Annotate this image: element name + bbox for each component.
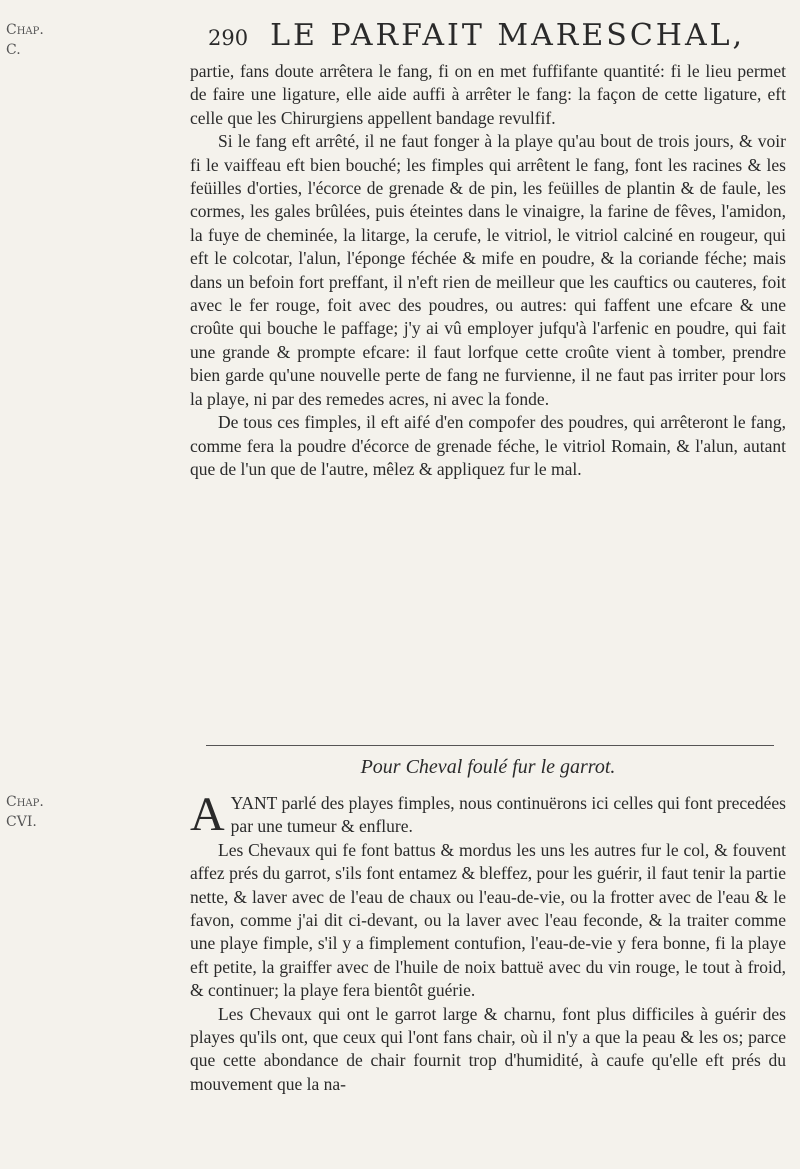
first-paragraph bbox=[190, 788, 786, 841]
section-divider bbox=[206, 745, 774, 746]
paragraph: Les Chevaux qui fe font battus & mordus les uns les autres fur le col, & fouvent affez prés du garrot, s'ils font entamez & bleffez, pour les guérir, il faut tenir la partie nette, & laver avec de l'eau de chaux ou l'eau-de-vie, ou la frotter avec de l'eau & le favon, comme j'ai dit ci-devant, ou la laver avec l'eau feconde, & la traiter comme une playe fimple, s'il y a fimplement contufion, l'eau-de-vie y fera bonne, fi la playe eft petite, la graiffer avec de l'huile de noix battuë avec du vin rouge, le tout à froid, & continuer; la playe fera bientôt guérie. bbox=[190, 839, 786, 1001]
margin-note-chapter-top bbox=[6, 20, 60, 60]
page-number: 290 bbox=[208, 26, 249, 50]
first-paragraph-text: YANT parlé des playes fimples, nous continuërons ici celles qui font precedées par une tumeur & enflure. bbox=[230, 793, 786, 837]
section-heading: Pour Cheval foulé fur le garrot. bbox=[360, 756, 616, 778]
margin-note-chap-number: C. bbox=[6, 42, 21, 58]
running-title: LE PARFAIT MARESCHAL, bbox=[270, 18, 746, 53]
margin-note-chap-label: Chap. bbox=[6, 794, 44, 810]
margin-note-chap-number: CVI. bbox=[6, 814, 37, 830]
margin-note-chap-label: Chap. bbox=[6, 22, 44, 38]
margin-note-chapter-bottom bbox=[6, 792, 60, 832]
section-text-2 bbox=[190, 788, 786, 1096]
page-header bbox=[208, 18, 768, 53]
paragraph: partie, fans doute arrêtera le fang, fi on en met fuffifante quantité: fi le lieu permet de faire une ligature, elle aide auffi à arrêter le fang: la façon de cette ligature, eft celle que les Chirurgiens appellent bandage revulfif. bbox=[190, 61, 786, 128]
paragraph: De tous ces fimples, il eft aifé d'en compofer des poudres, qui arrêteront le fang, comme fera la poudre d'écorce de grenade féche, le vitriol Romain, & l'alun, autant que de l'un que de l'autre, mêlez & appliquez fur le mal. bbox=[190, 412, 786, 479]
paragraph: Les Chevaux qui ont le garrot large & charnu, font plus difficiles à guérir des playes qu'ils ont, que ceux qui l'ont fans chair, où il n'y a que la peau & les os; parce que cette abondance de chair fournit trop d'humidité, à caufe qu'elle eft prés du mouvement que la na- bbox=[190, 1003, 786, 1094]
paragraph: Si le fang eft arrêté, il ne faut fonger à la playe qu'au bout de trois jours, & voir fi le vaiffeau eft bien bouché; les fimples qui arrêtent le fang, font les racines & les feüilles d'orties, l'écorce de grenade & de pin, les feüilles de plantin & de faule, les cormes, les gales brûlées, puis éteintes dans le vinaigre, la farine de fêves, l'amidon, la fuye de cheminée, la litarge, la cerufe, le vitriol, le vitriol calciné en rougeur, qui eft le colcotar, l'alun, l'éponge féchée & mife en poudre, & la coriande féche; mais dans un befoin fort preffant, il n'eft rien de meilleur que les cauftics ou cauteres, foit avec le fer rouge, foit avec des poudres, ou autres: qui faffent une efcare & une croûte qui bouche le paffage; j'y ai vû employer jufqu'à l'arfenic en poudre, qui fait une grande & prompte efcare: il faut lorfque cette croûte vient à tomber, prendre bien garde qu'une nouvelle perte de fang ne furvienne, il ne faut pas irriter pour lors la playe, ni par des remedes acres, ni avec la fonde. bbox=[190, 131, 786, 409]
drop-cap: A bbox=[190, 788, 225, 841]
section-text-1 bbox=[190, 60, 786, 481]
